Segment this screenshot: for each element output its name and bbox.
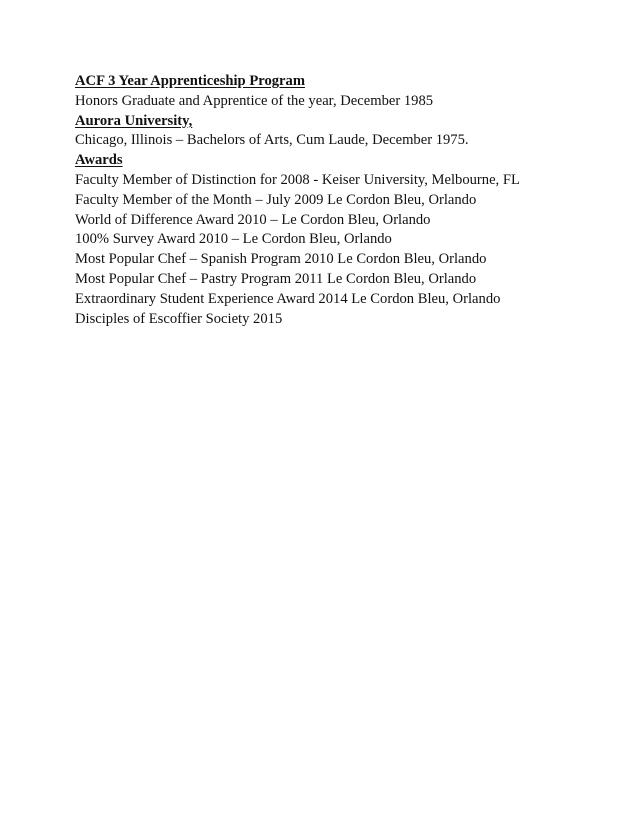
section-education <box>75 112 595 152</box>
award-line: Extraordinary Student Experience Award 2014 Le Cordon Bleu, Orlando <box>75 290 501 307</box>
document-body <box>75 72 595 329</box>
award-line: Faculty Member of the Month – July 2009 Le Cordon Bleu, Orlando <box>75 191 477 208</box>
section-apprenticeship <box>75 72 595 112</box>
body-line: Honors Graduate and Apprentice of the year, December 1985 <box>75 92 434 109</box>
section-heading: Aurora University, <box>75 112 193 129</box>
award-line: Most Popular Chef – Pastry Program 2011 Le Cordon Bleu, Orlando <box>75 270 477 287</box>
award-line: Most Popular Chef – Spanish Program 2010 Le Cordon Bleu, Orlando <box>75 251 487 268</box>
section-heading: ACF 3 Year Apprenticeship Program <box>75 73 305 89</box>
section-awards <box>75 151 595 329</box>
body-line: Chicago, Illinois – Bachelors of Arts, Cum Laude, December 1975. <box>75 132 469 149</box>
award-line: Disciples of Escoffier Society 2015 <box>75 310 283 327</box>
award-line: 100% Survey Award 2010 – Le Cordon Bleu, Orlando <box>75 231 392 248</box>
section-heading: Awards <box>75 152 123 169</box>
award-line: World of Difference Award 2010 – Le Cordon Bleu, Orlando <box>75 211 431 228</box>
award-line: Faculty Member of Distinction for 2008 - Keiser University, Melbourne, FL <box>75 171 520 188</box>
